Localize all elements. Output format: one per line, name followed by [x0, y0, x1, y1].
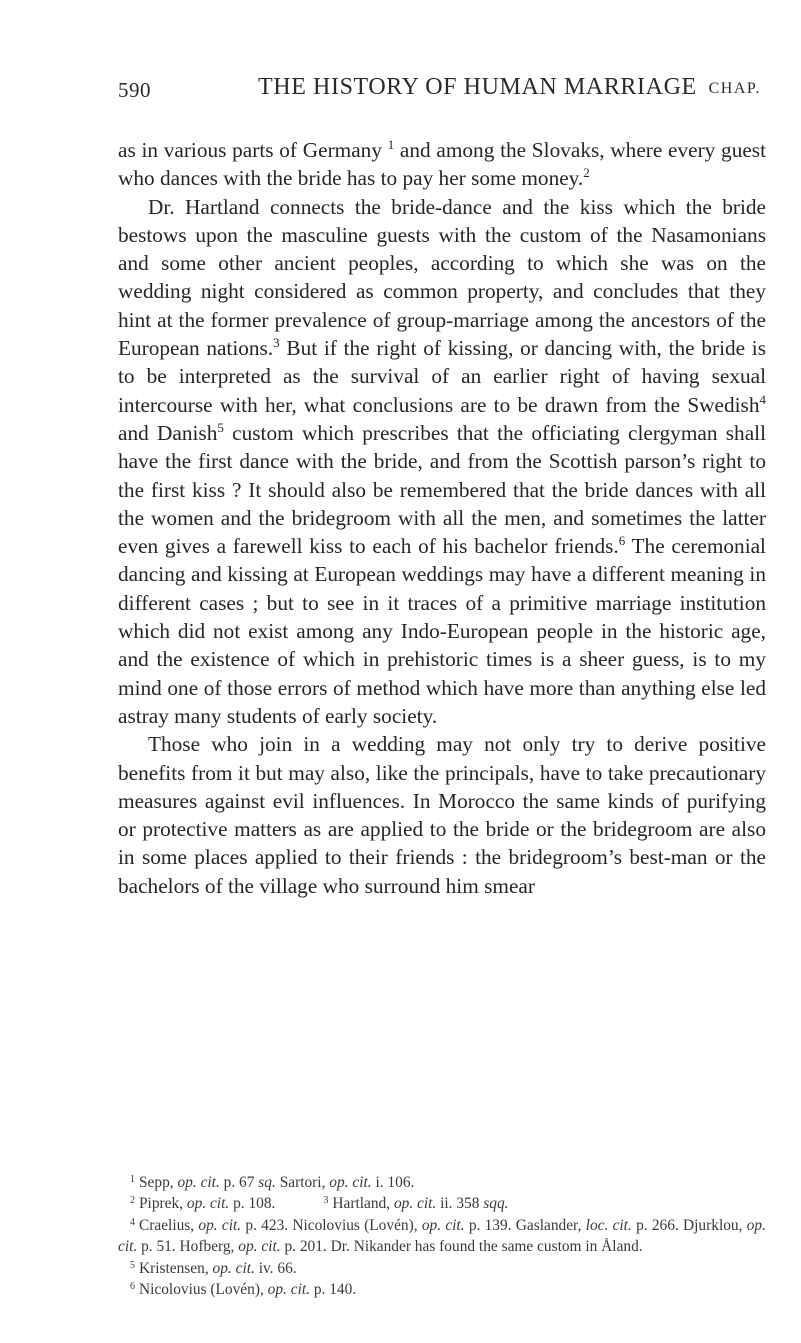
text-run: as in various parts of Germany: [118, 138, 382, 162]
fn-text: ii. 358: [436, 1195, 484, 1213]
fn-text: p. 139. Gaslander,: [464, 1216, 586, 1234]
fn-italic: op. cit.: [177, 1174, 220, 1191]
fn-text: Craelius,: [139, 1216, 199, 1234]
running-head: [118, 74, 761, 106]
text-run: Dr. Hartland connects the bride-dance and the kiss which the bride bestows upon the masculine guests with the custom of the Nasamonians and some other ancient peoples, according to which she was on the wedding night considered as common property, and concludes that they hint at the former prevalence of group-marriage among the ancestors of the European nations.: [118, 194, 766, 361]
fn-text: Nicolovius (Lovén),: [139, 1281, 268, 1299]
fn-italic: op. cit.: [198, 1216, 242, 1234]
footnote-4: [118, 1215, 766, 1258]
footnote-6: [118, 1279, 766, 1300]
footnote-number: 4: [130, 1216, 135, 1228]
fn-italic: op. cit.: [238, 1238, 281, 1256]
fn-italic: loc. cit.: [585, 1216, 632, 1234]
fn-text: Sepp,: [139, 1174, 178, 1191]
body-text: [118, 136, 766, 900]
text-run: and Danish: [118, 420, 218, 445]
text-run: custom which prescribes that the officiating clergyman shall have the first dance with the bride, and from the Scottish parson’s right to the first kiss ? It should also be remembered that the bride dances with all the women and the bridegroom with all the men, and sometimes the latter even gives a farewell kiss to each of his bachelor friends.: [118, 420, 766, 559]
footnote-number: 1: [130, 1174, 135, 1185]
running-title: THE HISTORY OF HUMAN MARRIAGE: [258, 74, 697, 100]
footnote-1: [118, 1172, 766, 1193]
footnote-number: 6: [130, 1281, 135, 1293]
fn-italic: op. cit.: [212, 1259, 255, 1277]
footnote-number: 5: [130, 1259, 135, 1271]
footnote-ref: 4: [759, 391, 766, 407]
footnote-ref: 3: [273, 335, 280, 351]
fn-text: Kristensen,: [139, 1259, 213, 1277]
footnote-5: [118, 1258, 766, 1279]
fn-text: Hartland,: [332, 1195, 394, 1213]
footnote-ref: 1: [387, 137, 395, 152]
paragraph-2: [118, 193, 766, 731]
fn-italic: op. cit.: [118, 1216, 766, 1256]
chapter-label: CHAP.: [708, 80, 761, 97]
footnote-number: 3: [323, 1195, 329, 1207]
fn-italic: op. cit.: [393, 1195, 437, 1213]
fn-text: i. 106.: [371, 1174, 415, 1191]
page-number: 590: [118, 78, 151, 102]
fn-text: p. 67: [219, 1174, 259, 1191]
fn-italic: sqq.: [483, 1195, 509, 1213]
footnote-ref: 2: [583, 165, 590, 181]
footnote-ref: 5: [217, 419, 224, 435]
footnotes: [118, 1172, 766, 1300]
footnote-2-3: [118, 1193, 766, 1214]
fn-text: p. 51. Hofberg,: [137, 1238, 239, 1256]
fn-text: p. 423. Nicolovius (Lovén),: [241, 1216, 422, 1234]
fn-italic: op. cit.: [421, 1216, 465, 1234]
fn-text: p. 108.: [229, 1195, 276, 1213]
fn-italic: sq.: [258, 1174, 276, 1191]
fn-italic: op. cit.: [186, 1195, 230, 1213]
paragraph-1: [118, 136, 766, 193]
fn-text: p. 266. Djurklou,: [631, 1216, 747, 1234]
footnote-ref: 6: [618, 533, 626, 549]
text-run: and among the Slovaks, where every guest who dances with the bride has to pay her some money.: [118, 138, 767, 191]
fn-text: p. 201. Dr. Nikander has found the same custom in Åland.: [280, 1238, 643, 1256]
fn-italic: op. cit.: [329, 1174, 372, 1191]
fn-text: Sartori,: [275, 1174, 330, 1191]
fn-italic: op. cit.: [267, 1281, 310, 1299]
fn-text: iv. 66.: [254, 1259, 297, 1277]
fn-text: p. 140.: [309, 1281, 357, 1299]
text-run: The ceremonial dancing and kissing at European weddings may have a different meaning in different cases ; but to see in it traces of a primitive marriage institution which did not exist among any Indo-European people in the historic age, and the existence of which in prehistoric times is a sheer guess, is to my mind one of those errors of method which have more than anything else led astray many students of early society.: [118, 534, 766, 728]
fn-text: Piprek,: [139, 1195, 187, 1213]
text-run: But if the right of kissing, or dancing with, the bride is to be interpreted as the survival of an earlier right of having sexual intercourse with her, what conclusions are to be drawn from the Swedish: [118, 336, 766, 417]
paragraph-3: Those who join in a wedding may not only try to derive positive benefits from it but may also, like the principals, have to take precautionary measures against evil influences. In Morocco the same kinds of purifying or protective matters as are applied to the bride or the bridegroom are also in some places applied to their friends : the bridegroom’s best-man or the bachelors of the village who surround him smear: [118, 732, 766, 898]
footnote-number: 2: [130, 1195, 135, 1207]
